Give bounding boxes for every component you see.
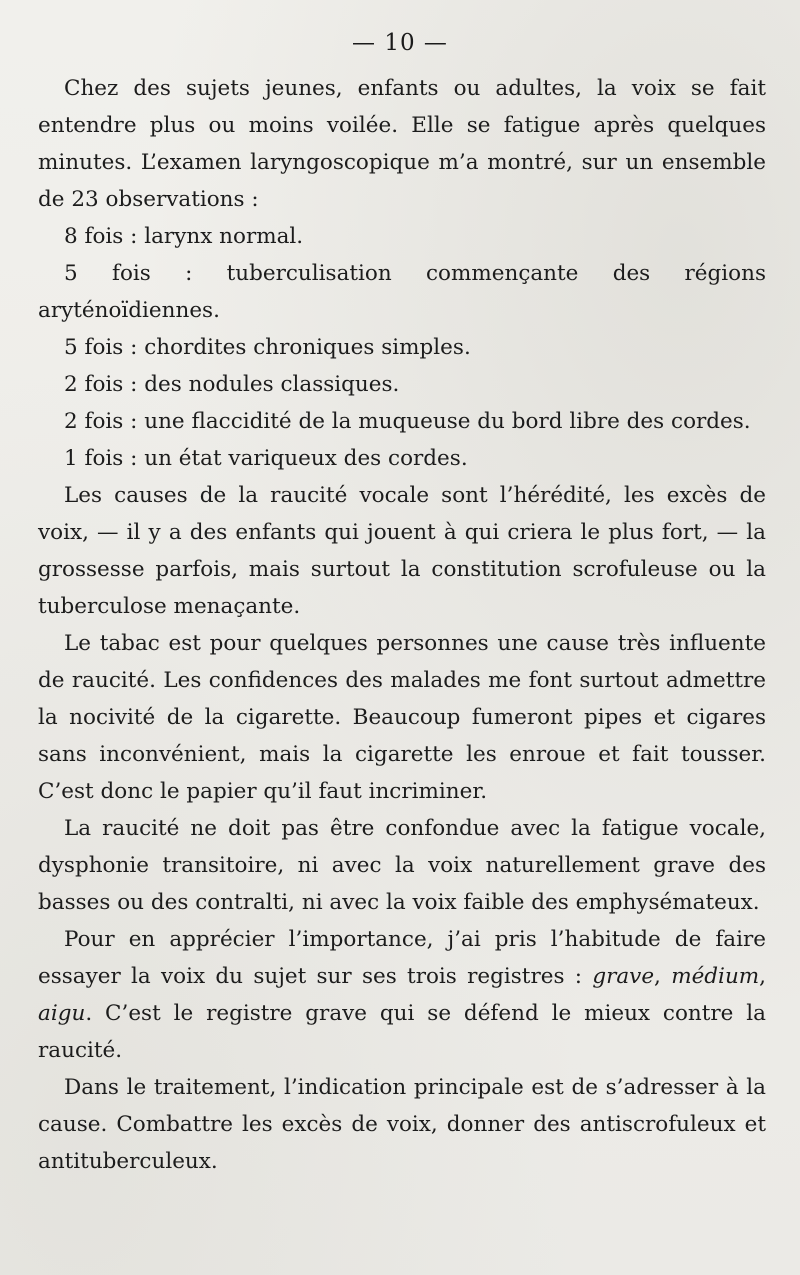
paragraph-causes: Les causes de la raucité vocale sont l’hérédité, les excès de voix, — il y a des enfants qui jouent à qui criera le plus fort, — la grossesse parfois, mais surtout la constitution scrofuleuse ou la tuberculose menaçante. xyxy=(38,483,766,619)
registres-separator-1: , xyxy=(654,964,672,989)
observation-larynx-normal: 8 fois : larynx normal. xyxy=(64,224,304,249)
observation-chordites: 5 fois : chordites chroniques simples. xyxy=(64,335,471,360)
observation-etat-variqueux: 1 fois : un état variqueux des cordes. xyxy=(64,446,468,471)
registres-conclusion: . C’est le registre grave qui se défend le mieux contre la raucité. xyxy=(38,1001,766,1063)
paragraph-traitement: Dans le traitement, l’indication principale est de s’adresser à la cause. Combattre les excès de voix, donner des antiscrofuleux et antituberculeux. xyxy=(38,1075,766,1174)
paragraph-registres xyxy=(38,921,766,1069)
observation-tuberculisation: 5 fois : tuberculisation commençante des régions aryténoïdiennes. xyxy=(38,261,766,323)
registre-aigu: aigu xyxy=(38,1001,86,1026)
registre-grave: grave xyxy=(592,964,655,989)
observation-nodules: 2 fois : des nodules classiques. xyxy=(64,372,400,397)
paragraph-raucite: La raucité ne doit pas être confondue avec la fatigue vocale, dysphonie transitoire, ni avec la voix naturellement grave des basses ou des contralti, ni avec la voix faible des emphysémateux. xyxy=(38,816,766,915)
paragraph-tabac: Le tabac est pour quelques personnes une cause très influente de raucité. Les confidences des malades me font surtout admettre la nocivité de la cigarette. Beaucoup fumeront pipes et cigares sans inconvénient, mais la cigarette les enroue et fait tousser. C’est donc le papier qu’il faut incriminer. xyxy=(38,631,766,804)
registres-intro: Pour en apprécier l’importance, j’ai pris l’habitude de faire essayer la voix du sujet sur ses trois registres : xyxy=(38,927,766,989)
paragraph-voix-voilee: Chez des sujets jeunes, enfants ou adultes, la voix se fait entendre plus ou moins voilée. Elle se fatigue après quelques minutes. L’examen laryngoscopique m’a montré, sur un ensemble de 23 observations : xyxy=(38,76,766,212)
page-number: — 10 — xyxy=(352,30,448,56)
registre-medium: médium xyxy=(671,964,760,989)
page-body xyxy=(38,70,766,1180)
observation-flaccidite: 2 fois : une flaccidité de la muqueuse du bord libre des cordes. xyxy=(64,409,751,434)
registres-separator-2: , xyxy=(759,964,767,989)
